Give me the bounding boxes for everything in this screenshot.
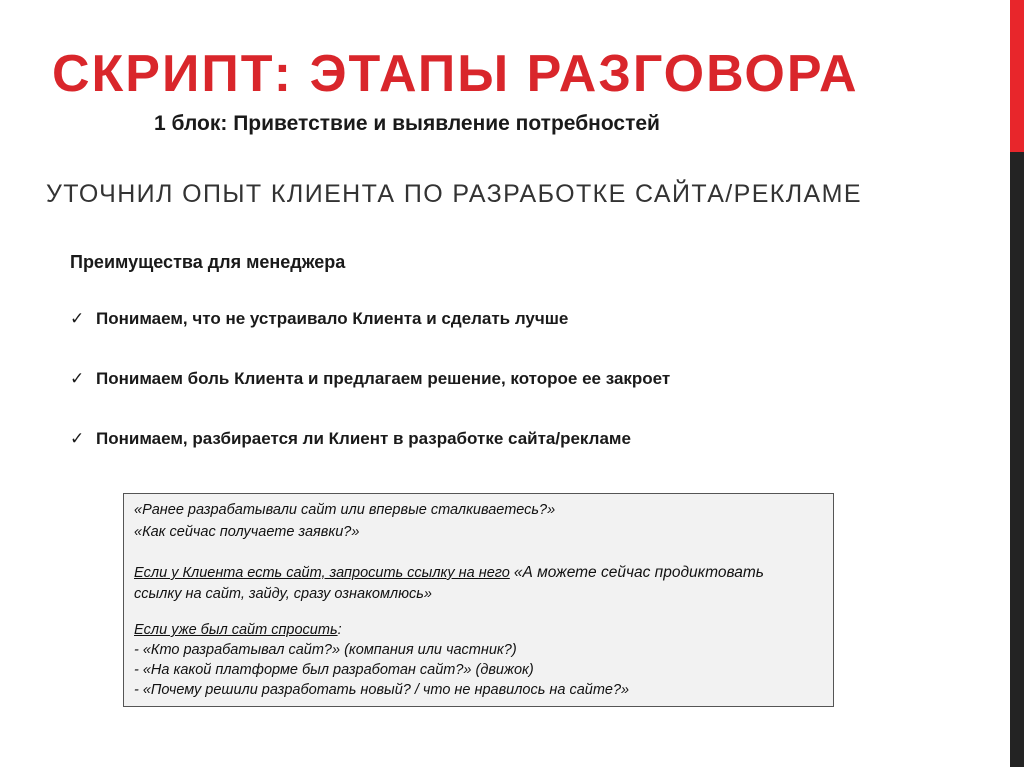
existing-site-colon: : [337,622,342,638]
existing-site-question [134,642,517,658]
slide-title: СКРИПТ: ЭТАПЫ РАЗГОВОРА [52,45,859,103]
right-band-red-segment [1010,0,1024,152]
right-decorative-band [1002,0,1024,767]
checkmark-icon: ✓ [70,309,85,328]
script-question: «Ранее разрабатывали сайт или впервые сталкиваетесь?» [134,502,556,518]
question-note: (движок) [471,662,534,678]
existing-site-question [134,682,629,698]
site-link-quote-start: «А можете сейчас продиктовать [513,564,764,581]
question-quote: - «Кто разрабатывал сайт?» [134,642,341,658]
benefit-text: Понимаем, что не устраивало Клиента и сделать лучше [96,309,569,328]
benefit-item [70,429,631,453]
site-link-instruction: Если у Клиента есть сайт, запросить ссылку на него [134,565,510,581]
checkmark-icon: ✓ [70,429,85,448]
right-band-white-strip [1002,0,1010,767]
script-box [123,493,834,707]
checkmark-icon: ✓ [70,369,85,388]
script-question: «Как сейчас получаете заявки?» [134,524,360,540]
site-link-line [134,564,764,582]
existing-site-instruction: Если уже был сайт спросить [134,622,338,638]
existing-site-line [134,622,342,638]
section-heading: УТОЧНИЛ ОПЫТ КЛИЕНТА ПО РАЗРАБОТКЕ САЙТА/РЕКЛАМЕ [46,180,862,208]
question-quote: - «Почему решили разработать новый? / что не нравилось на сайте?» [134,682,630,698]
benefit-item [70,369,670,393]
site-link-quote-end: ссылку на сайт, зайду, сразу ознакомлюсь» [134,586,432,602]
existing-site-question [134,662,534,678]
question-quote: - «На какой платформе был разработан сайт?» [134,662,472,678]
benefit-item [70,309,568,333]
right-band-dark-segment [1010,152,1024,767]
question-note: (компания или частник?) [340,642,517,658]
benefits-title: Преимущества для менеджера [70,252,346,272]
slide-subtitle: 1 блок: Приветствие и выявление потребностей [154,112,660,135]
benefit-text: Понимаем боль Клиента и предлагаем решение, которое ее закроет [96,369,671,388]
benefit-text: Понимаем, разбирается ли Клиент в разработке сайта/рекламе [96,429,631,448]
